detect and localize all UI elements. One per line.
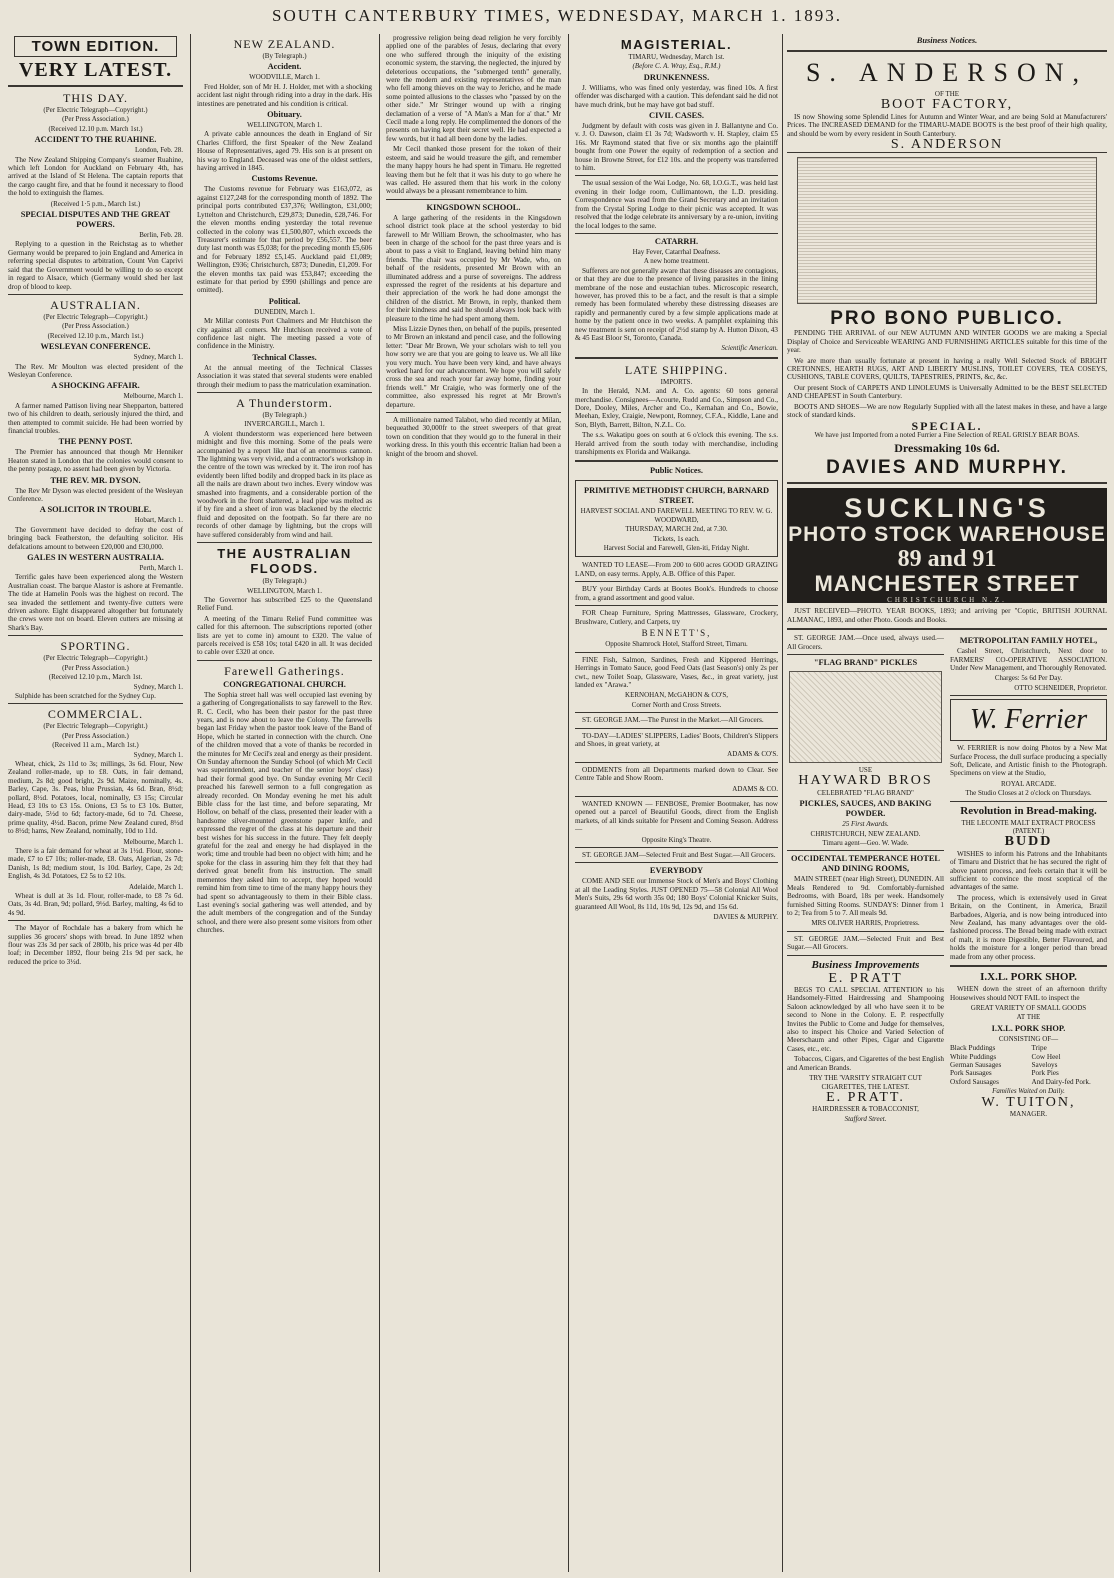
received-line: (Received 12.10 p.m., March 1st.) (47, 331, 144, 340)
ixl-footer: Families Waited on Daily. (992, 1087, 1065, 1096)
classified-ad: FINE Fish, Salmon, Sardines, Fresh and Kippered Herrings, Herrings in Tomato Sauce, good Feed Oats (last Season's) only 2s per cwt., new Toilet Soap, Glassware, Vases, &c., in great variety, just landed ex "Arawa." (575, 655, 778, 689)
article-body: A private cable announces the death in England of Sir Charles Clifford, the first Speaker of the New Zealand House of Representatives, aged 79. His son is at present on his way to England. Deceased was one of the oldest settlers, having arrived in 1845. (197, 130, 372, 173)
hayward-products: PICKLES, SAUCES, AND BAKING POWDER. (799, 799, 932, 819)
ferrier-footer: The Studio Closes at 2 o'clock on Thursdays. (965, 789, 1092, 798)
article-heading: ACCIDENT TO THE RUAHINE. (34, 135, 157, 145)
section-heading-late-shipping: LATE SHIPPING. (624, 362, 729, 377)
ixl-shop: I.X.L. PORK SHOP. (991, 1023, 1066, 1033)
dateline: Sydney, March 1. (133, 682, 183, 691)
dateline: Melbourne, March 1. (123, 392, 183, 401)
ixl-signature: W. TUITON, (981, 1094, 1076, 1110)
pro-bono-body: Our present Stock of CARPETS AND LINOLEUMS is Universally Admitted to be the BEST SELECTED AND CHEAPEST in South Canterbury. (787, 383, 1107, 401)
pro-bono-heading: PRO BONO PUBLICO. (830, 308, 1064, 330)
column-telegraph (8, 34, 183, 1574)
article-heading: Political. (268, 296, 301, 306)
article-body: The Mayor of Rochdale has a bakery from which he supplies 36 grocers' shops with bread. In June 1892 when flour was 23s 3d per sack of 280lb, his price was 4d per 4lb loaf; in December 1892, flour being 21s 9d per sack, he reduced the price to 3½d. (8, 924, 183, 966)
dateline: WOODVILLE, March 1. (249, 73, 320, 82)
banner-line: PHOTO STOCK WAREHOUSE (788, 523, 1106, 547)
classified-ad: BUY your Birthday Cards at Bootes Book's. Hundreds to choose from, a grand assortment and good value. (575, 585, 778, 602)
article-body: A farmer named Pattison living near Shepparton, battered two of his children to death, seriously injured the third, and then attempted to commit suicide. He had been worried by financial troubles. (8, 401, 183, 435)
classified-ad: ST. GEORGE JAM—Selected Fruit and Best Sugar.—All Grocers. (582, 851, 776, 860)
section-heading-new-zealand: NEW ZEALAND. (233, 37, 336, 51)
dateline: Hobart, March 1. (134, 516, 183, 525)
ad-address: Opposite King's Theatre. (641, 835, 712, 844)
classified-ad: WANTED KNOWN — FENBOSE, Premier Bootmaker, has now opened out a parcel of Beautiful Goods, direct from the English markets, of all kinds suitable for Present and Coming Season. Address— (575, 800, 778, 834)
factory-engraving-image (797, 157, 1097, 304)
list-item: White Puddings (950, 1052, 997, 1061)
article-body: Mr Cecil thanked those present for the token of their esteem, and said he would treasure the gift, and remember the many happy hours he had spent in Timaru. He regretted leaving them but he felt that it was his duty to go where he was called. He assured them that his work in the colony would always be a pleasant remembrance to him. (386, 145, 561, 196)
article-body: The s.s. Wakatipu goes on south at 6 o'clock this evening. The s.s. Herald arrived from the south today with merchandise, including transhipments ex Florida and Waikanga. (575, 431, 778, 457)
special-body: We have just Imported from a noted Furrier a Fine Selection of REAL GRISLY BEAR BOAS. (814, 430, 1080, 439)
article-body: progressive religion being dead religion he very forcibly applied one of the parables of Jesus, declaring that every one who suffered through the iniquity of the existing economic system, the starving, the neglected, the injured by deleterious occupations, the "submerged tenth" generally, were the modern and existing representatives of the man who fell among thieves on the way to Jericho, and he made some pointed allusions to the classes who "passed by on the other side." Mr Stringer wound up with a ringing declamation of a verse of "A Man's a Man for a' that." Mr Cecil made a long reply. He complimented the donors of the presents on having kept their secret well. He had expected a few words, but it had all been done by the ladies. (386, 34, 561, 143)
ixl-heading: I.X.L. PORK SHOP. (980, 971, 1077, 984)
article-body: At the annual meeting of the Technical Classes Association it was stated that several students were enabled through their medium to pass the matriculation examination. (197, 363, 372, 389)
column-business-notices (787, 34, 1107, 1574)
article-body: Sulphide has been scratched for the Sydney Cup. (15, 691, 156, 700)
article-body: The New Zealand Shipping Company's steamer Ruahine, which left London for Auckland on February 4th, has arrived at the Island of St Helena. The captain reports that the cargo caught fire, and that he found it necessary to flood the hold to extinguish the flames. (8, 155, 183, 198)
source-line: (Per Electric Telegraph—Copyright.) (43, 654, 148, 663)
article-heading: CIVIL CASES. (649, 111, 704, 121)
before-line: (Before C. A. Wray, Esq., R.M.) (632, 62, 721, 71)
masthead: SOUTH CANTERBURY TIMES, WEDNESDAY, MARCH 1. 1893. (272, 6, 842, 25)
ixl-variety: GREAT VARIETY OF SMALL GOODS (970, 1003, 1087, 1012)
pratt-body: Tobaccos, Cigars, and Cigarettes of the best English and American Brands. (787, 1055, 944, 1072)
article-body: Sufferers are not generally aware that these diseases are contagious, or that they are due to the presence of living parasites in the lining membrane of the nose and eustachian tubes. Microscopic research, however, has proved this to be a fact, and the result is that a simple remedy has been formulated whereby these distressing diseases are rapidly and permanently cured by a few simple applications made at home by the patient once in two weeks. A pamphlet explaining this new treatment is sent on receipt of 2½d stamp by A. Hutton Dixon, 43 & 45 East Bloor St, Toronto, Canada. (575, 266, 778, 342)
source-line: (Per Press Association.) (62, 115, 129, 124)
banner-line: 89 and 91 (897, 546, 997, 573)
hotel-body: MAIN STREET (near High Street), DUNEDIN. All Meals Rendered to 9d. Comfortably-furnished Bedrooms, with Board, 18s per week. Handsomely furnished Sitting Rooms. SUNDAYS: Dinner from 1 to 2; Tea from 5 to 7. All meals 9d. (787, 875, 944, 917)
hayward-awards: 25 First Awards. (842, 820, 889, 829)
article-heading: WESLEYAN CONFERENCE. (40, 342, 151, 352)
dateline: Perth, March 1. (139, 564, 183, 573)
column-rule (568, 34, 569, 1572)
dateline: TIMARU, Wednesday, March 1st. (628, 53, 725, 61)
notice-date: THURSDAY, MARCH 2nd, at 7.30. (625, 525, 728, 534)
ad-heading: EVERYBODY (649, 866, 704, 876)
article-heading: Obituary. (267, 110, 302, 120)
ad-address: Corner North and Cross Streets. (631, 700, 722, 709)
column-rule (379, 34, 380, 1572)
article-body: Terrific gales have been experienced along the Western Australian coast. The barque Alastor is ashore at Fremantle. The tide at Hamelin Pools was the highest on record. The sea invaded the settlement and twenty-five cutters were driven ashore. Eight disappeared altogether but fortunately the crews were not on board. Eleven cutters are missing at Shark's Bay. (8, 573, 183, 632)
article-body: The Government have decided to defray the cost of bringing back Featherston, the defaulting solicitor. His defalcations amount to between £20,000 and £30,000. (8, 525, 183, 551)
list-item: Saveloys (1031, 1060, 1058, 1069)
source-line: (Per Press Association.) (62, 663, 129, 672)
budd-body: WISHES to inform his Patrons and the Inhabitants of Timaru and District that he has secured the right of above patent process, and feels certain that it will be sufficient to convince the most sceptical of the advantages of the same. (950, 849, 1107, 892)
business-improvements-heading: Business Improvements (811, 958, 920, 971)
pro-bono-body: PENDING THE ARRIVAL of our NEW AUTUMN AND WINTER GOODS we are making a Special Display of Choice and Serviceable WEARING AND FURNISHING ARTICLES suitable for this time of the year. (787, 329, 1107, 355)
dateline: Melbourne, March 1. (123, 837, 183, 846)
pratt-signature: E. PRATT. (826, 1089, 905, 1105)
received-line: (Received 11 a.m., March 1st.) (52, 741, 139, 750)
edition-label: TOWN EDITION. (14, 36, 177, 57)
banner-line: MANCHESTER STREET (814, 571, 1080, 597)
credit-line: Scientific American. (721, 344, 778, 353)
list-item: Cow Heel (1031, 1052, 1061, 1061)
leconte-line: THE LECONTE MALT EXTRACT PROCESS (PATENT.) (961, 818, 1096, 835)
pratt-try: TRY THE 'VARSITY STRAIGHT CUT CIGARETTES, THE LATEST. (809, 1074, 922, 1091)
metro-signature: OTTO SCHNEIDER, Proprietor. (1014, 683, 1107, 692)
ferrier-body: W. FERRIER is now doing Photos by a New Mat Surface Process, the dull surface producing a specially Soft, Delicate, and Artistic finish to the Photograph. Specimens on view at the Studio, (950, 744, 1107, 778)
article-heading: SPECIAL DISPUTES AND THE GREAT POWERS. (20, 210, 171, 230)
dateline: Sydney, March 1. (133, 353, 183, 362)
article-body: The Governor has subscribed £25 to the Queensland Relief Fund. (197, 595, 372, 613)
source-line: (Per Electric Telegraph—Copyright.) (43, 312, 148, 321)
article-heading: Technical Classes. (252, 352, 317, 362)
list-item: Oxford Sausages (950, 1077, 999, 1086)
dateline: DUNEDIN, March 1. (254, 307, 315, 316)
metro-heading: METROPOLITAN FAMILY HOTEL, (959, 636, 1098, 646)
article-heading: CATARRH. (654, 236, 699, 246)
article-heading: DRUNKENNESS. (643, 72, 710, 82)
article-body: A large gathering of the residents in the Kingsdown school district took place at the school yesterday to bid farewell to Mr William Brown, the schoolmaster, who has been in charge of the school for the past three years and is about to pass a visit to England, leaving behind him many friends. The chair was occupied by Mr Wade, who, on behalf of the residents, presented Mr Brown with an illuminated address and a purse of sovereigns. The address expressed the regret of the residents at his departure and their appreciation of the work he had done amongst the children of the district. Mr Brown, in reply, thanked them for their kindness and said he should always look back with pleasure to the time he had spent among them. (386, 213, 561, 323)
pro-bono-body: BOOTS AND SHOES—We are now Regularly Supplied with all the latest makes in these, and have a large stock of standard kinds. (787, 402, 1107, 420)
subheading: A new home treatment. (643, 257, 710, 266)
classified-ad: TO-DAY—LADIES' SLIPPERS, Ladies' Boots, Children's Slippers and Shoes, in great variety, at (575, 731, 778, 748)
list-item: Pork Sausages (950, 1069, 992, 1078)
dressmaking-heading: Dressmaking 10s 6d. (894, 441, 1000, 456)
hayward-use: USE (858, 765, 873, 774)
anderson-name: S. ANDERSON, (805, 58, 1089, 87)
ixl-items (950, 1044, 1107, 1086)
article-body: Miss Lizzie Dynes then, on behalf of the pupils, presented to Mr Brown an inkstand and pencil case, and the following letter: "Dear Mr Brown, We your scholars wish to tell you how sorry we are that you are going to leave us. We all like you very much. You have been very kind, and have always worked hard for our advancement. We hope you will safely cross the sea and reach your far away home, finding your friends well." Mr Craigie, who was formerly one of the committee, also expressed his regret at Mr Brown's departure. (386, 325, 561, 409)
revolution-heading: Revolution in Bread-making. (960, 804, 1097, 817)
article-body: The Rev Mr Dyson was elected president of the Wesleyan Conference. (8, 486, 183, 503)
classified-ad: ST. GEORGE JAM.—The Purest in the Market.—All Grocers. (582, 716, 764, 725)
article-heading: KINGSDOWN SCHOOL. (426, 202, 521, 212)
suckling-body: JUST RECEIVED—PHOTO. YEAR BOOKS, 1893; and arriving per "Coptic, BRITISH JOURNAL ALMANAC, 1893, and other Photo. Goods and Books. (787, 607, 1107, 624)
dateline: INVERCARGILL, March 1. (244, 420, 325, 429)
article-heading: A SHOCKING AFFAIR. (51, 381, 140, 391)
article-body: Replying to a question in the Reichstag as to whether Germany would be prepared to join England and America in referring special disputes to arbitration, Count Von Caprivi said that the Government would be willing to do so except in regard to Alsace, which (Germany would shed her last drop of blood to keep. (8, 240, 183, 291)
notice-footer: Harvest Social and Farewell, Glen-iti, Friday Night. (603, 544, 750, 553)
pratt-address: Stafford Street. (844, 1114, 887, 1123)
section-heading-business-notices: Business Notices. (916, 36, 978, 45)
banner-line: CHRISTCHURCH N.Z. (887, 596, 1007, 605)
article-body: A meeting of the Timaru Relief Fund committee was called for this afternoon. The subscriptions reported (other lists are yet to come in) amount to £320. The value of parcels received is £58 10s; total £420 in all. It was decided to cable over £320 at once. (197, 614, 372, 657)
article-heading: THE REV. MR. DYSON. (50, 475, 141, 485)
budd-body: The process, which is extensively used in Great Britain, on the Continent, in America, Brazil Barbadoes, Algeria, and is now being introduced into New Zealand, has many advantages over the old-fashioned process. The Bread being made with extract of malt, it is more Digestible, Better Flavoured, and holds the moisture for a longer period than bread made from any other process. (950, 893, 1107, 961)
classified-ad: ODDMENTS from all Departments marked down to Clear. See Centre Table and Show Room. (575, 765, 778, 783)
anderson-body: IS now Showing some Splendid Lines for Autumn and Winter Wear, and are being Sold at Manufacturers' Prices. The INCREASED DEMAND for the TIMARU-MADE BOOTS is the best proof of their high quality, and should be worn by every resident in South Canterbury. (787, 112, 1107, 138)
ad-signature: ADAMS & CO. (732, 784, 778, 793)
hayward-sub: CELEBRATED "FLAG BRAND" (817, 788, 914, 797)
classified-ad: ST. GEORGE JAM.—Once used, always used.—All Grocers. (787, 634, 944, 651)
dateline: WELLINGTON, March 1. (247, 586, 322, 595)
article-heading: THE PENNY POST. (58, 437, 133, 447)
notice-subtitle: HARVEST SOCIAL AND FAREWELL MEETING TO REV. W. G. WOODWARD, (580, 507, 773, 524)
column-rule (190, 34, 191, 1572)
article-heading: Customs Revenue. (251, 174, 318, 184)
hayward-place: CHRISTCHURCH, NEW ZEALAND. (810, 829, 921, 838)
pratt-title: HAIRDRESSER & TOBACCONIST, (812, 1105, 919, 1114)
ad-signature: DAVIES & MURPHY. (713, 913, 778, 922)
dateline: Sydney, March 1. (133, 750, 183, 759)
ferrier-logo: W. Ferrier (950, 699, 1107, 741)
hotel-heading: OCCIDENTAL TEMPERANCE HOTEL AND DINING ROOMS, (790, 854, 941, 874)
article-body: The Sophia street hall was well occupied last evening by a gathering of Congregationalists to say farewell to the Rev. R. C. Cecil, who has been their pastor for the past three years, and is now about to leave the Colony. The farewells began last Friday when the pastor took leave of the Band of Hope, which he started in connection with the church. One of the children moved that a vote of thanks be recorded in the minutes for Mr Cecil's zeal and energy as their president. On Sunday afternoon the Sunday School (of which Mr Cecil was superintendent, and teacher of the senior boys' class) had their formal good bye. On Sunday evening Mr Cecil preached his farewell sermon to a full congregation as already recorded. On Monday evening he met his adult Bible class for the last time, and before separating, Mr Hollow, on behalf of the class, presented their leader with a handsome silver-mounted greenstone paper knife, and expressed the regret of the class at his departure and their best wishes for his success in the future. They felt deeply grateful for the zeal and energy he had displayed in the work; time and trouble had been no object with him; and he spoke for the class in assuring him they felt that they had derived great benefit from his instruction. The small mementos they asked him to accept, they hoped would remind him from time to time of the many happy hours they had spent so advantageously to them in their Bible class. Last evening's social gathering was well attended, and by the adult members of the congregation and of the Sunday school, and there were also present some visitors from other churches. (197, 690, 372, 935)
dateline: Berlin, Feb. 28. (139, 231, 183, 240)
flag-brand-heading: "FLAG BRAND" PICKLES (813, 657, 918, 667)
classified-ad: WANTED TO LEASE—From 200 to 600 acres GOOD GRAZING LAND, on easy terms. Apply, A.B. Office of this Paper. (575, 561, 778, 578)
classified-ad: FOR Cheap Furniture, Spring Mattresses, Glassware, Crockery, Brushware, Cutlery, and Carpets, try (575, 609, 778, 626)
section-heading-magisterial: MAGISTERIAL. (620, 37, 733, 52)
metro-charges: Charges: 5s 6d Per Day. (994, 674, 1063, 683)
source-line: (By Telegraph.) (262, 52, 307, 60)
article-body: The Premier has announced that though Mr Henniker Heaton stated in London that the colonies would consent to the penny postage, no assent had been given by Victoria. (8, 448, 183, 474)
ixl-items-left (950, 1044, 1026, 1086)
article-body: In the Herald, N.M. and A. Co. agents: 60 tons general merchandise. Consignees—Acourte, Rudd and Co., Simpson and Co., Dore, Dooley, Miles, Archer and Co., Kernahan and Co., Bowie, Meehan, Exley, Craigie, Newpont, Romney, C.F.A., Kiddle, Lane and Son, Blyth, Barrett, Bilton, N.Z.L. Co. (575, 387, 778, 429)
article-body: Fred Holder, son of Mr H. J. Holder, met with a shocking accident last night through riding into a dray in the dark. His intestines are penetrated and his condition is critical. (197, 82, 372, 108)
church-notice (575, 480, 778, 557)
article-body: Wheat is dull at 3s 1d. Flour, roller-made, to £8 7s 6d. Oats, 3s 4d. Bran, 9d; pollard, 9½d. Barley, malting, 4s 6d to 4s 9d. (8, 892, 183, 917)
section-heading-commercial: COMMERCIAL. (47, 707, 144, 722)
pratt-name: E. PRATT (828, 970, 903, 986)
very-latest-heading: VERY LATEST. (18, 59, 173, 81)
received-line: (Received 12.10 p.m., March 1st. (48, 673, 143, 682)
article-body: J. Williams, who was fined only yesterday, was fined 10s. A first offender was discharged with a caution. This defendant said he did not have much drink, but he may have got bad stuff. (575, 83, 778, 109)
special-heading: SPECIAL. (911, 418, 983, 433)
ixl-manager: MANAGER. (1009, 1109, 1048, 1118)
dateline: Adelaide, March 1. (128, 882, 183, 891)
article-body: The usual session of the Wai Lodge, No. 68, I.O.G.T., was held last evening in their lodge room, Cullimantown, the L.D. presiding. Correspondence was read from the Grand Secretary and an invitation from the Crystal Spring Lodge to their picnic was accepted. It was resolved that the lodge celebrate its anniversary by a re-union, inviting the local lodges to the same. (575, 179, 778, 230)
source-line: (By Telegraph.) (262, 577, 307, 586)
section-heading-sporting: SPORTING. (60, 639, 131, 654)
article-body: Wheat, chick, 2s 11d to 3s; millings, 3s 6d. Flour, New Zealand roller-made, up to £8. Oats, in fair demand, medium, 2s 8d; good bright, 2s 9d. Maize, nominally, 4s. Barley, Cape, 3s. Peas, blue Prussian, 4s 6d. Bran, 8½d; pollard, 8½d. Potatoes, local, nominally, £3 15s; Circular Head, £3 10s to £3 15s. Onions, £3 5s to £3 10s. Butter, dairy-made, 5½d to 6d; factory-made, 6d to 7d. Cheese, prime quality, 4½d. Bacon, prime New Zealand cured, 8½d to 8½d; hams, New Zealand, nominally, 10d to 11d. (8, 759, 183, 836)
ferrier-address: ROYAL ARCADE. (1001, 779, 1056, 788)
list-item: Black Puddings (950, 1044, 996, 1053)
section-heading-thunderstorm: A Thunderstorm. (236, 396, 333, 410)
section-heading-farewell: Farewell Gatherings. (224, 663, 345, 678)
anderson-of-the: OF THE (934, 90, 960, 98)
column-new-zealand (197, 34, 372, 1574)
ads-left (787, 634, 944, 1124)
davies-murphy-heading: DAVIES AND MURPHY. (826, 457, 1068, 479)
ad-signature: ADAMS & CO'S. (727, 750, 778, 759)
dateline: WELLINGTON, March 1. (247, 121, 322, 130)
ad-signature: BENNETT'S, (641, 627, 712, 638)
column-magisterial (575, 34, 778, 1574)
received-line: (Received 1·5 p.m., March 1st.) (50, 199, 141, 208)
anderson-signature: S. ANDERSON (890, 137, 1004, 153)
article-body: A millionaire named Talabot, who died recently at Milan, bequeathed 30,000fr to the street sweepers of that great town on condition that they would go to the funeral in their working dress. In this youth this eccentric Italian had been a knight of the broom and shovel. (386, 416, 561, 458)
banner-line: SUCKLING'S (844, 493, 1050, 524)
column-rule (782, 34, 783, 1572)
notice-title: PRIMITIVE METHODIST CHURCH, BARNARD STREET. (583, 486, 770, 506)
list-item: And Dairy-fed Pork. (1031, 1077, 1091, 1086)
article-body: A violent thunderstorm was experienced here between midnight and five this morning. Some of the peals were accompanied by a report like that of an enormous cannon. The lightning was very vivid, and a contractor's workshop in the centre of the town was wrecked by it. The iron roof has evidently been lifted bodily and dropped back in its place as all the nails are drawn about two inches. Every window was smashed into fragments, and a considerable portion of the woodwork in the front shattered, a lead pipe was melted as if by fire and a sheet of iron was blackened by the electric fluid and deposited on the footpath. So far there are no records of other damage by lightning, but the crops will have suffered considerably from wind and hail. (197, 429, 372, 539)
source-line: (Per Press Association.) (62, 322, 129, 331)
list-item: Tripe (1031, 1044, 1047, 1053)
classified-ad: COME AND SEE our Immense Stock of Men's and Boys' Clothing at all the Leading Styles. JUST OPENED 75—58 Colonial All Wool Men's Suits, 29s 6d worth 35s 0d; 180 Boys' Colonial Knicker Suits, guaranteed All Wool, 8s 11d, 10s 9d, 12s 9d, and 15s 6d. (575, 877, 778, 911)
list-item: German Sausages (950, 1060, 1002, 1069)
article-heading: A SOLICITOR IN TROUBLE. (39, 505, 152, 515)
classified-ad: ST. GEORGE JAM.—Selected Fruit and Best Sugar.—All Grocers. (787, 934, 944, 952)
pro-bono-body: We are more than usually fortunate at present in having a really Well Selected Stock of BRIGHT CRETONNES, HEARTH RUGS, ART AND LIBERTY MUSLINS, TOILET COVERS, TEA COSEYS, CUSHIONS, TABLE COVERS, QUILTS, TAPESTRIES, PRINTS, &c, &c. (787, 356, 1107, 382)
subheading: IMPORTS. (660, 377, 693, 386)
budd-name: BUDD (1004, 834, 1053, 850)
suckling-banner (787, 488, 1107, 603)
section-heading-australian: AUSTRALIAN. (50, 297, 141, 312)
ixl-at: AT THE (1016, 1013, 1041, 1022)
section-heading-floods: THE AUSTRALIAN FLOODS. (217, 546, 352, 577)
article-body: The Rev. Mr Moulton was elected president of the Wesleyan Conference. (8, 362, 183, 379)
pratt-body: BEGS TO CALL SPECIAL ATTENTION to his Handsomely-Fitted Hairdressing and Shampooing Saloon acknowledged by all who have seen it to be second to None in the Colony. E. P. respectfully Invites the Public to Come and Judge for themselves, also to inspect his Choice and Varied Selection of Meerschaum and other Pipes, Cigar and Cigarette Cases, etc., etc. (787, 986, 944, 1053)
ads-right (950, 634, 1107, 1124)
article-body: The Customs revenue for February was £163,072, as against £127,248 for the corresponding month of 1892. The principal ports contributed £37,376; Wellington, £31,000; Lyttelton and Christchurch, £29,873; Dunedin, £28,746. For the eleven months ending yesterday the total revenue collected in the colony was £1,500,807, which exceeds the Treasurer's estimate for that period by £56,557. The beer duty last month was £5,038; for the preceding month £5,606 and for February 1892 £5,145. Auckland paid £1,089; Wellington, £936; Christchurch, £873; Dunedin, £1,209. For the eleven months tax paid was £53,847; exceeding the estimate for that period by £990 (shillings and pence are omitted). (197, 185, 372, 295)
source-line: (Per Press Association.) (62, 731, 129, 740)
notice-tickets: Tickets, 1s each. (653, 534, 700, 543)
hotel-signature: MRS OLIVER HARRIS, Proprietress. (811, 919, 920, 928)
ad-address: Opposite Shamrock Hotel, Stafford Street, Timaru. (605, 640, 748, 649)
dateline: London, Feb. 28. (134, 146, 183, 155)
article-body: Mr Millar contests Port Chalmers and Mr Hutchison the city against all comers. Mr Hutchison received a vote of confidence last night. The meeting passed a vote of confidence in the Ministry. (197, 317, 372, 351)
source-line: (Per Electric Telegraph—Copyright.) (43, 106, 148, 114)
metro-body: Cashel Street, Christchurch, Next door to FARMERS' CO-OPERATIVE ASSOCIATION. Under New Management, and Thoroughly Renovated. (950, 647, 1107, 672)
flag-brand-illustration (789, 671, 942, 763)
two-column-ads (787, 634, 1107, 1124)
received-line: (Received 12.10 p.m. March 1st.) (48, 124, 143, 133)
ixl-items-right (1032, 1044, 1108, 1086)
article-heading: CONGREGATIONAL CHURCH. (223, 679, 346, 689)
ixl-body: WHEN down the street of an afternoon thrifty Housewives should NOT FAIL to inspect the (950, 985, 1107, 1002)
ad-signature: KERNOHAN, McGAHON & CO'S, (625, 691, 728, 700)
source-line: (Per Electric Telegraph—Copyright.) (43, 722, 148, 731)
ixl-consisting: CONSISTING OF— (998, 1034, 1059, 1043)
list-item: Pork Pies (1031, 1069, 1059, 1078)
section-heading-public-notices: Public Notices. (649, 466, 704, 476)
source-line: (By Telegraph.) (262, 411, 307, 419)
article-body: There is a fair demand for wheat at 3s 1½d. Flour, stone-made, £7 to £7 10s; roller-made, £8. Oats, Algerian, 2s 7d; Danish, 1s 8d; medium stout, 1s 10d. Barley, Cape, 2s 2d; English, 4s 3d. Potatoes, £2 5s to £2 10s. (8, 847, 183, 881)
subheading: Hay Fever, Catarrhal Deafness. (632, 247, 721, 256)
this-day-heading: THIS DAY. (62, 91, 128, 105)
anderson-boot-factory: BOOT FACTORY, (880, 97, 1014, 113)
article-body: Judgment by default with costs was given in J. Ballantyne and Co. v. J. O. Dawson, claim £1 3s 7d; Wadsworth v. H. Stapley, claim £5 16s. Mr Raymond stated that five or six months ago the plaintiff bought from one Power the equity of redemption of a section and house in Browne Street, for £12 10s. and the property was transferred to him. (575, 122, 778, 173)
column-farewell-continued (386, 34, 561, 1574)
article-heading: GALES IN WESTERN AUSTRALIA. (27, 553, 164, 563)
hayward-name: HAYWARD BROS (798, 773, 933, 789)
hayward-agent: Timaru agent—Geo. W. Wade. (822, 838, 909, 847)
article-heading: Accident. (267, 62, 302, 72)
